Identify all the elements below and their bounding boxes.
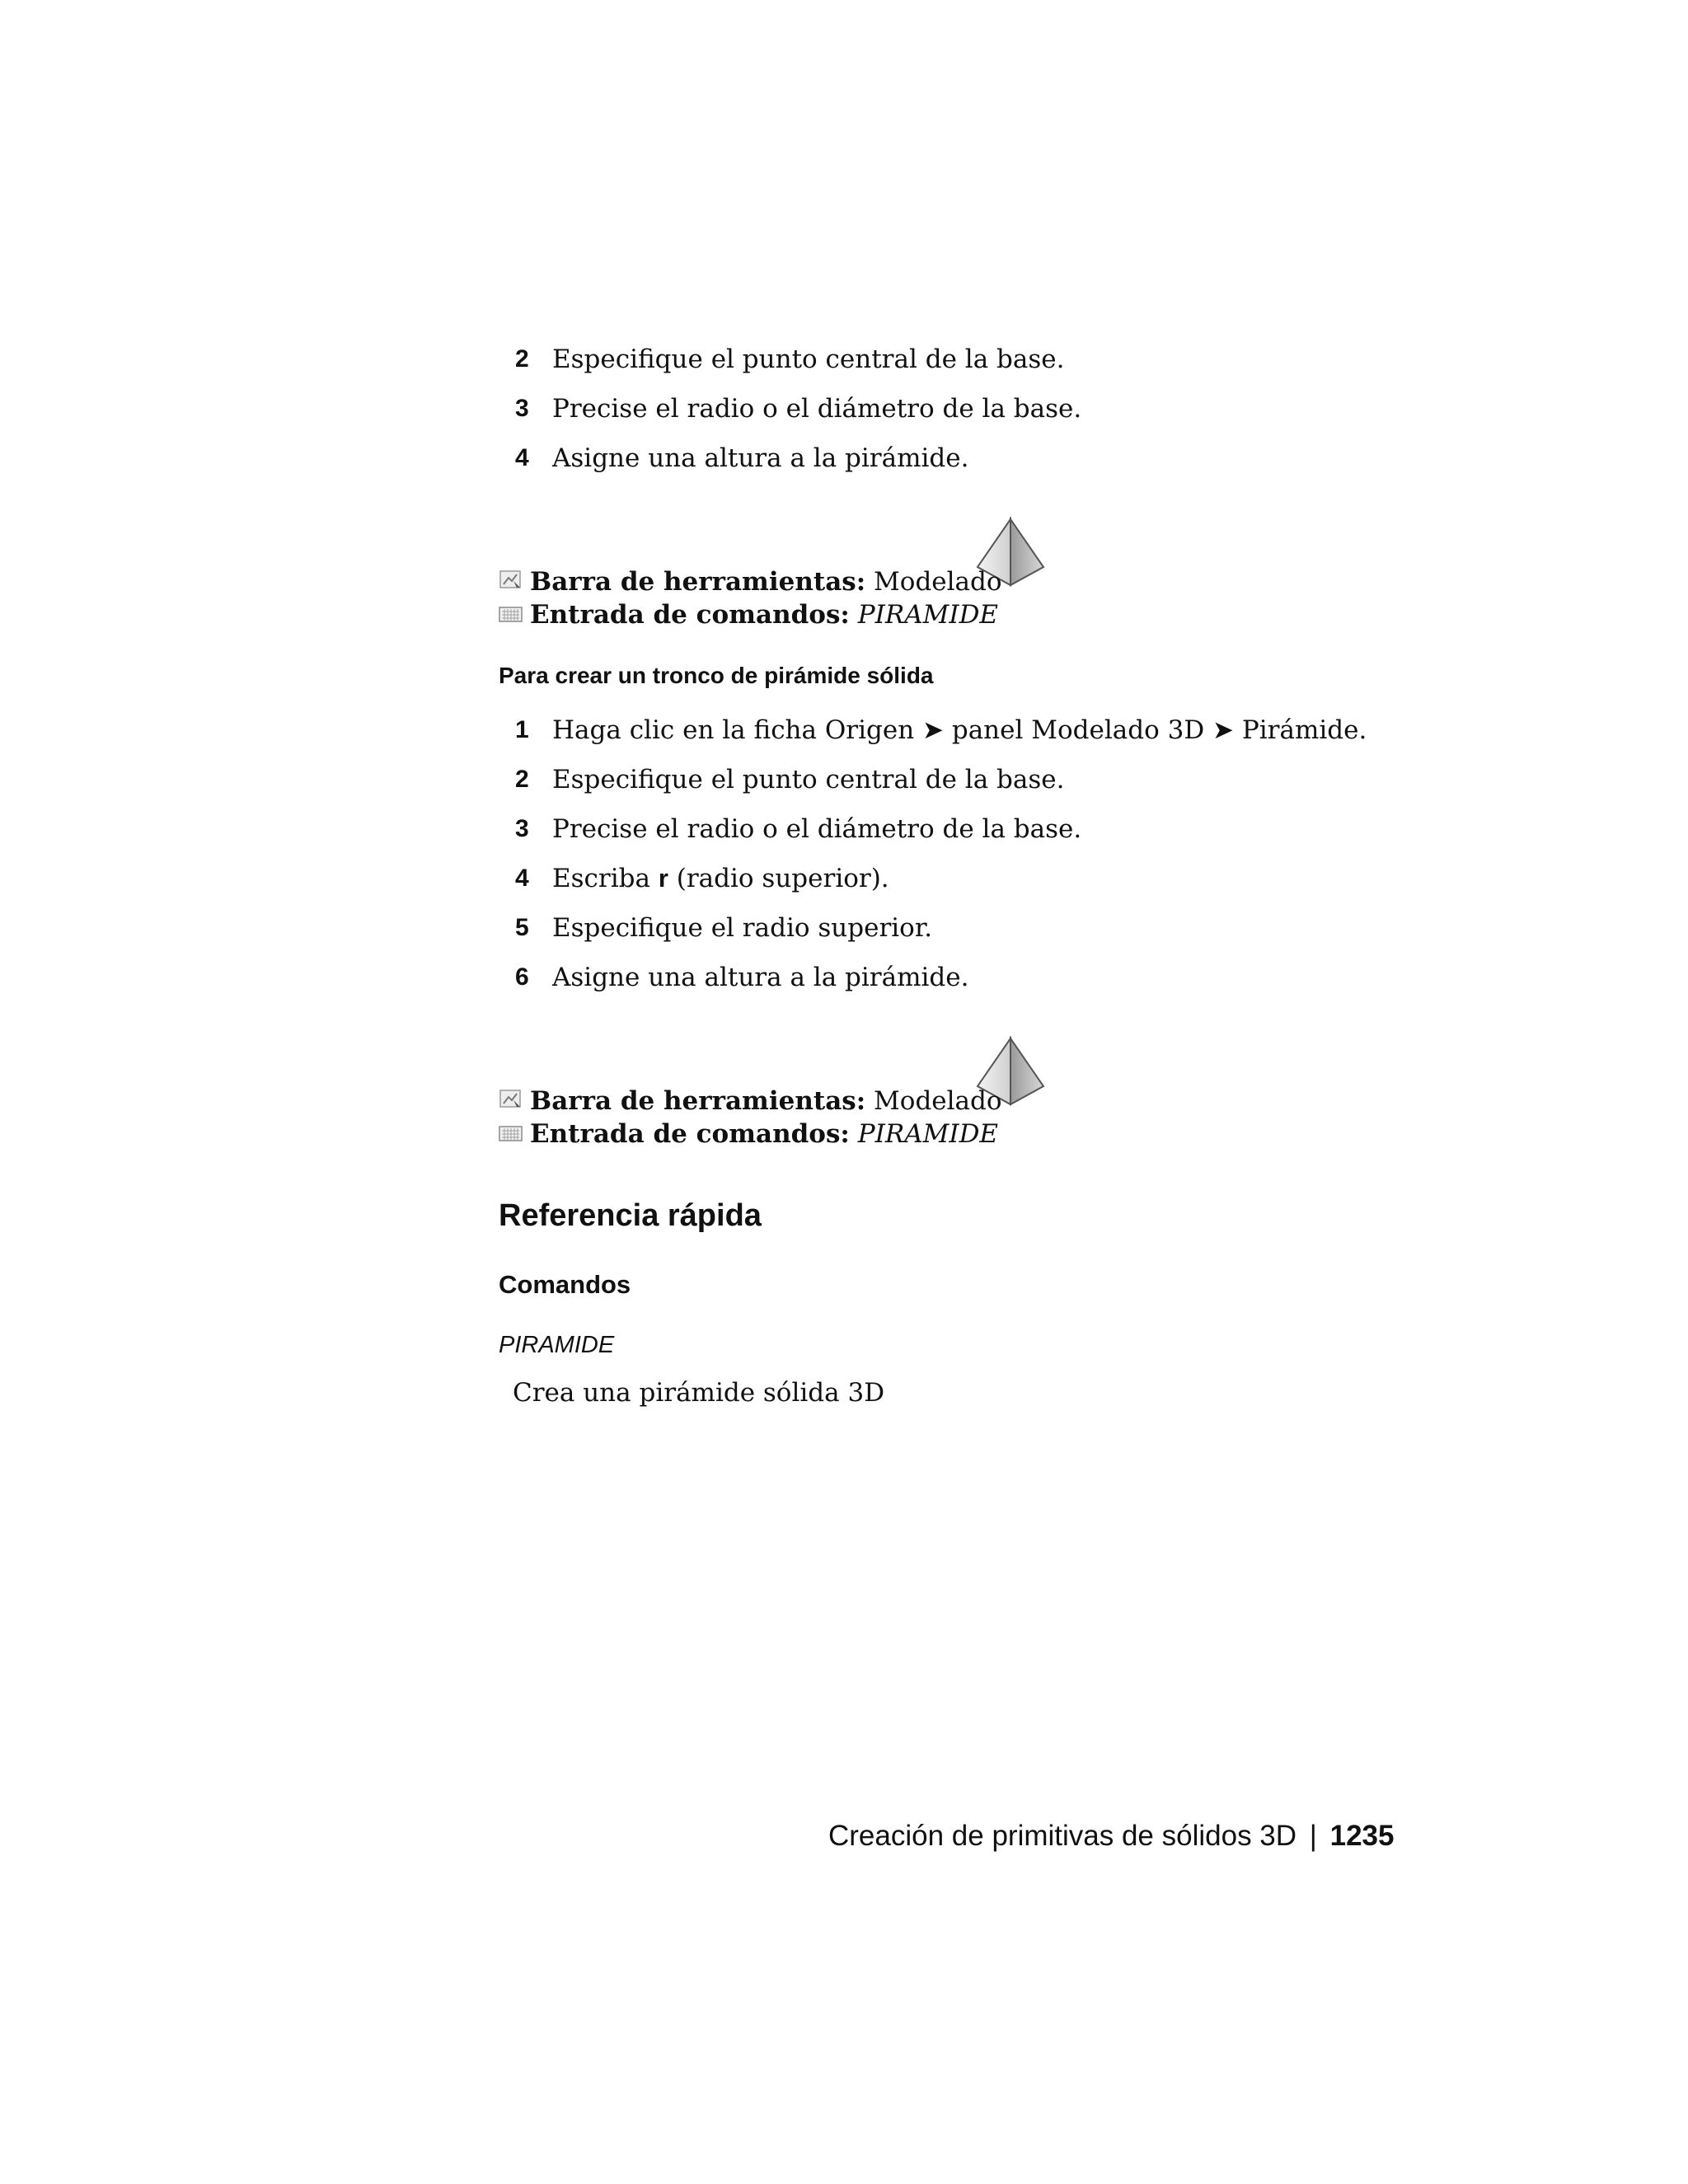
step-text: Haga clic en la ficha Origen ➤ panel Modelado 3D ➤ Pirámide.	[552, 715, 1367, 745]
step-text-prefix: Escriba	[552, 864, 659, 893]
step-text-suffix: (radio superior).	[668, 864, 889, 893]
command-value: PIRAMIDE	[857, 1119, 999, 1149]
step-text: Precise el radio o el diámetro de la base.	[552, 394, 1082, 424]
command-label: Entrada de comandos:	[530, 600, 850, 630]
chapter-title: Creación de primitivas de sólidos 3D	[828, 1820, 1297, 1852]
step-text: Especifique el punto central de la base.	[552, 765, 1065, 794]
toolbar-icon	[499, 1089, 523, 1110]
command-name: PIRAMIDE	[499, 1332, 615, 1358]
step-number: 1	[515, 716, 529, 743]
step-number: 2	[515, 766, 529, 793]
step-text: Especifique el radio superior.	[552, 913, 933, 943]
step-text: Asigne una altura a la pirámide.	[552, 963, 969, 992]
section-heading: Referencia rápida	[499, 1198, 762, 1233]
footer-separator: |	[1309, 1820, 1317, 1852]
procedure-heading: Para crear un tronco de pirámide sólida	[499, 663, 934, 688]
step-number: 6	[515, 963, 529, 991]
step-text: Precise el radio o el diámetro de la base.	[552, 814, 1082, 844]
command-value: PIRAMIDE	[857, 600, 999, 630]
step-number: 4	[515, 865, 529, 892]
toolbar-label: Barra de herramientas:	[530, 567, 866, 597]
page-number: 1235	[1329, 1820, 1395, 1852]
toolbar-value: Modelado	[874, 567, 1002, 597]
key-input: r	[658, 864, 668, 893]
step-text: Especifique el punto central de la base.	[552, 344, 1065, 374]
step-number: 4	[515, 444, 529, 471]
subsection-heading: Comandos	[499, 1270, 631, 1299]
toolbar-value: Modelado	[874, 1086, 1002, 1116]
keyboard-icon	[499, 604, 523, 626]
step-text	[552, 862, 889, 895]
step-text: Asigne una altura a la pirámide.	[552, 443, 969, 473]
toolbar-icon	[499, 569, 523, 591]
command-label: Entrada de comandos:	[530, 1119, 850, 1149]
command-description: Crea una pirámide sólida 3D	[513, 1378, 885, 1408]
step-number: 3	[515, 395, 529, 422]
step-number: 5	[515, 914, 529, 941]
toolbar-label: Barra de herramientas:	[530, 1086, 866, 1116]
step-number: 2	[515, 345, 529, 373]
page-footer	[828, 1818, 1394, 1854]
step-number: 3	[515, 815, 529, 842]
keyboard-icon	[499, 1123, 523, 1145]
